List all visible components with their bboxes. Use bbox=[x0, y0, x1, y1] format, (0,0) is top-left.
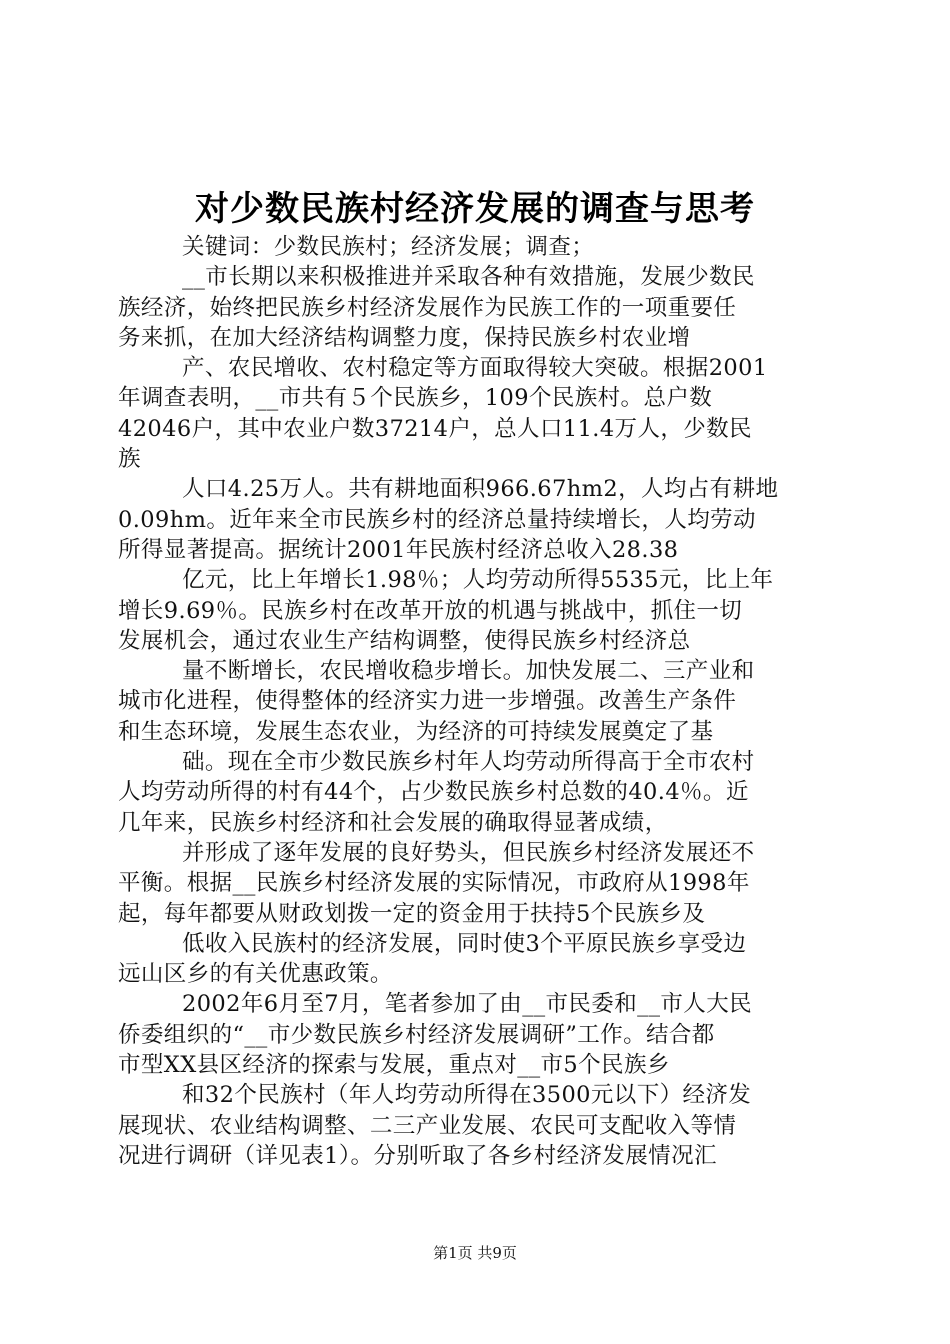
body-line: 42046户，其中农业户数37214户，总人口11.4万人，少数民 bbox=[118, 415, 752, 442]
body-line: 务来抓，在加大经济结构调整力度，保持民族乡村农业增 bbox=[118, 324, 691, 351]
body-line: 低收入民族村的经济发展，同时使3个平原民族乡享受边 bbox=[182, 930, 747, 957]
body-line: 几年来，民族乡村经济和社会发展的确取得显著成绩， bbox=[118, 809, 668, 836]
body-line: 侨委组织的“__市少数民族乡村经济发展调研”工作。结合都 bbox=[118, 1021, 715, 1048]
document-body bbox=[118, 232, 834, 1171]
body-line: 族经济，始终把民族乡村经济发展作为民族工作的一项重要任 bbox=[118, 294, 737, 321]
body-line: 并形成了逐年发展的良好势头，但民族乡村经济发展还不 bbox=[182, 839, 755, 866]
body-line: 和32个民族村（年人均劳动所得在3500元以下）经济发 bbox=[182, 1082, 752, 1109]
body-line: 展现状、农业结构调整、二三产业发展、农民可支配收入等情 bbox=[118, 1112, 737, 1139]
body-line: 起，每年都要从财政划拨一定的资金用于扶持5个民族乡及 bbox=[118, 900, 706, 927]
body-line: __市长期以来积极推进并采取各种有效措施，发展少数民 bbox=[182, 264, 755, 291]
body-line: 亿元，比上年增长1.98％；人均劳动所得5535元，比上年 bbox=[182, 567, 774, 594]
body-line: 2002年6月至7月，笔者参加了由__市民委和__市人大民 bbox=[182, 991, 752, 1018]
document-title: 对少数民族村经济发展的调查与思考 bbox=[195, 189, 755, 229]
keywords-line: 关键词：少数民族村；经济发展；调查； bbox=[182, 234, 595, 260]
body-line: 发展机会，通过农业生产结构调整，使得民族乡村经济总 bbox=[118, 627, 691, 654]
page-number-footer: 第1页 共9页 bbox=[433, 1244, 517, 1262]
body-line: 平衡。根据__民族乡村经济发展的实际情况，市政府从1998年 bbox=[118, 870, 750, 897]
body-line: 城市化进程，使得整体的经济实力进一步增强。改善生产条件 bbox=[118, 688, 737, 715]
body-line: 年调查表明，__市共有５个民族乡，109个民族村。总户数 bbox=[118, 385, 713, 412]
body-line: 人口4.25万人。共有耕地面积966.67hm2，人均占有耕地 bbox=[182, 476, 779, 503]
body-line: 础。现在全市少数民族乡村年人均劳动所得高于全市农村 bbox=[182, 749, 755, 776]
body-line: 族 bbox=[118, 446, 141, 473]
body-line: 0.09hm。近年来全市民族乡村的经济总量持续增长，人均劳动 bbox=[118, 506, 756, 533]
body-line: 人均劳动所得的村有44个，占少数民族乡村总数的40.4％。近 bbox=[118, 779, 749, 806]
body-line: 量不断增长，农民增收稳步增长。加快发展二、三产业和 bbox=[182, 658, 755, 685]
body-line: 所得显著提高。据统计2001年民族村经济总收入28.38 bbox=[118, 536, 679, 563]
body-line: 市型XX县区经济的探索与发展，重点对__市5个民族乡 bbox=[118, 1052, 670, 1079]
body-line: 产、农民增收、农村稳定等方面取得较大突破。根据2001 bbox=[182, 355, 768, 382]
body-line: 增长9.69％。民族乡村在改革开放的机遇与挑战中，抓住一切 bbox=[118, 597, 743, 624]
body-line: 和生态环境，发展生态农业，为经济的可持续发展奠定了基 bbox=[118, 718, 714, 745]
body-line: 远山区乡的有关优惠政策。 bbox=[118, 961, 393, 988]
body-line: 况进行调研（详见表1）。分别听取了各乡村经济发展情况汇 bbox=[118, 1142, 717, 1169]
